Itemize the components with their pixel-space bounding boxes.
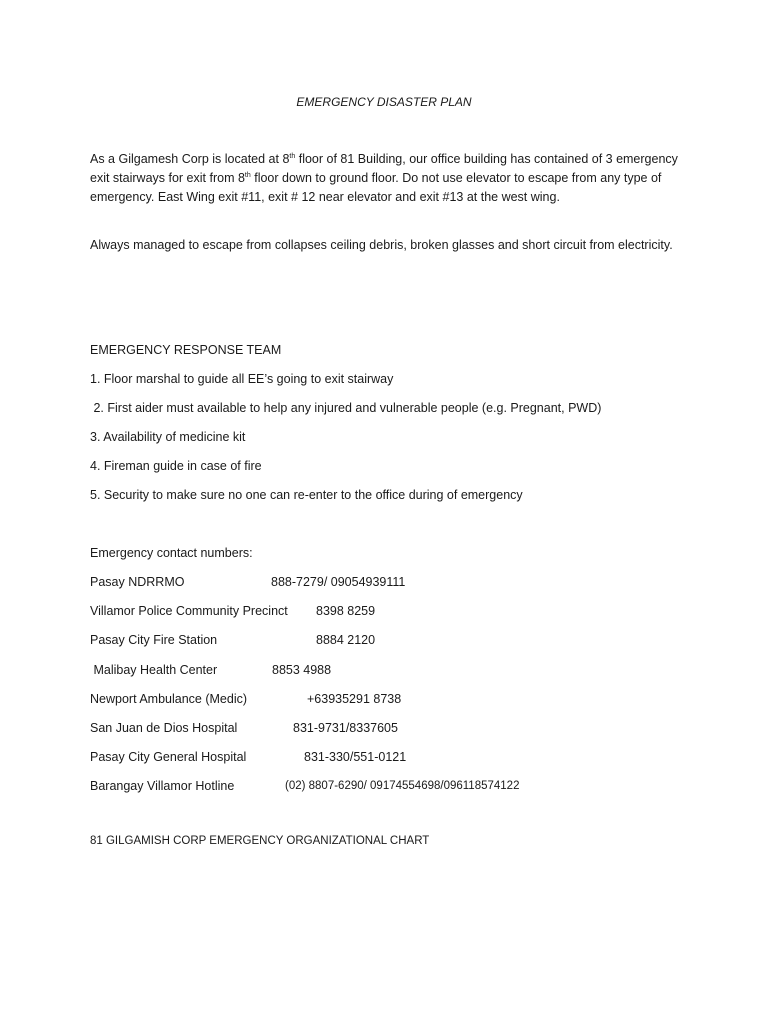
ordinal-suffix: th bbox=[244, 171, 251, 179]
contact-number: 8853 4988 bbox=[272, 663, 332, 677]
contact-name: Pasay City General Hospital bbox=[90, 750, 247, 764]
contact-name: San Juan de Dios Hospital bbox=[90, 721, 238, 735]
contact-name: Barangay Villamor Hotline bbox=[90, 779, 235, 793]
org-chart-heading: 81 GILGAMISH CORP EMERGENCY ORGANIZATIONAL CHART bbox=[90, 835, 430, 847]
intro-text-a: As a Gilgamesh Corp is located at 8 bbox=[90, 152, 290, 166]
contacts-heading: Emergency contact numbers: bbox=[90, 546, 253, 560]
contact-number: 8884 2120 bbox=[316, 633, 376, 647]
contact-name: Malibay Health Center bbox=[90, 663, 218, 677]
contact-name: Newport Ambulance (Medic) bbox=[90, 692, 248, 706]
document-title: EMERGENCY DISASTER PLAN bbox=[296, 95, 472, 109]
contact-name: Villamor Police Community Precinct bbox=[90, 604, 288, 618]
contact-number: 831-330/551-0121 bbox=[304, 750, 407, 764]
contact-number: 831-9731/8337605 bbox=[293, 721, 398, 735]
contact-number: +63935291 8738 bbox=[307, 692, 402, 706]
contact-number: (02) 8807-6290/ 09174554698/096118574122 bbox=[285, 780, 520, 792]
contact-name: Pasay City Fire Station bbox=[90, 633, 218, 647]
contact-number: 888-7279/ 09054939111 bbox=[271, 575, 406, 589]
response-item: 2. First aider must available to help any injured and vulnerable people (e.g. Pregnant, PWD) bbox=[90, 401, 602, 415]
response-item: 5. Security to make sure no one can re-enter to the office during of emergency bbox=[90, 488, 523, 502]
response-item: 1. Floor marshal to guide all EE’s going to exit stairway bbox=[90, 372, 394, 386]
intro-paragraph-1 bbox=[90, 150, 680, 207]
response-item: 3. Availability of medicine kit bbox=[90, 430, 246, 444]
response-team-heading: EMERGENCY RESPONSE TEAM bbox=[90, 343, 282, 357]
intro-paragraph-2: Always managed to escape from collapses ceiling debris, broken glasses and short circuit from electricity. bbox=[90, 238, 673, 252]
contact-number: 8398 8259 bbox=[316, 604, 376, 618]
intro-text-c: floor down to ground floor. Do not use elevator to escape from any type of emergency. East Wing exit #11, exit # 12 near elevator and exit #13 at the west wing. bbox=[90, 171, 662, 204]
ordinal-suffix: th bbox=[289, 152, 296, 160]
intro-text-b: floor of 81 Building, our office building has contained of 3 emergency exit stairways for exit from 8 bbox=[90, 152, 678, 185]
contact-name: Pasay NDRRMO bbox=[90, 575, 185, 589]
response-item: 4. Fireman guide in case of fire bbox=[90, 459, 262, 473]
